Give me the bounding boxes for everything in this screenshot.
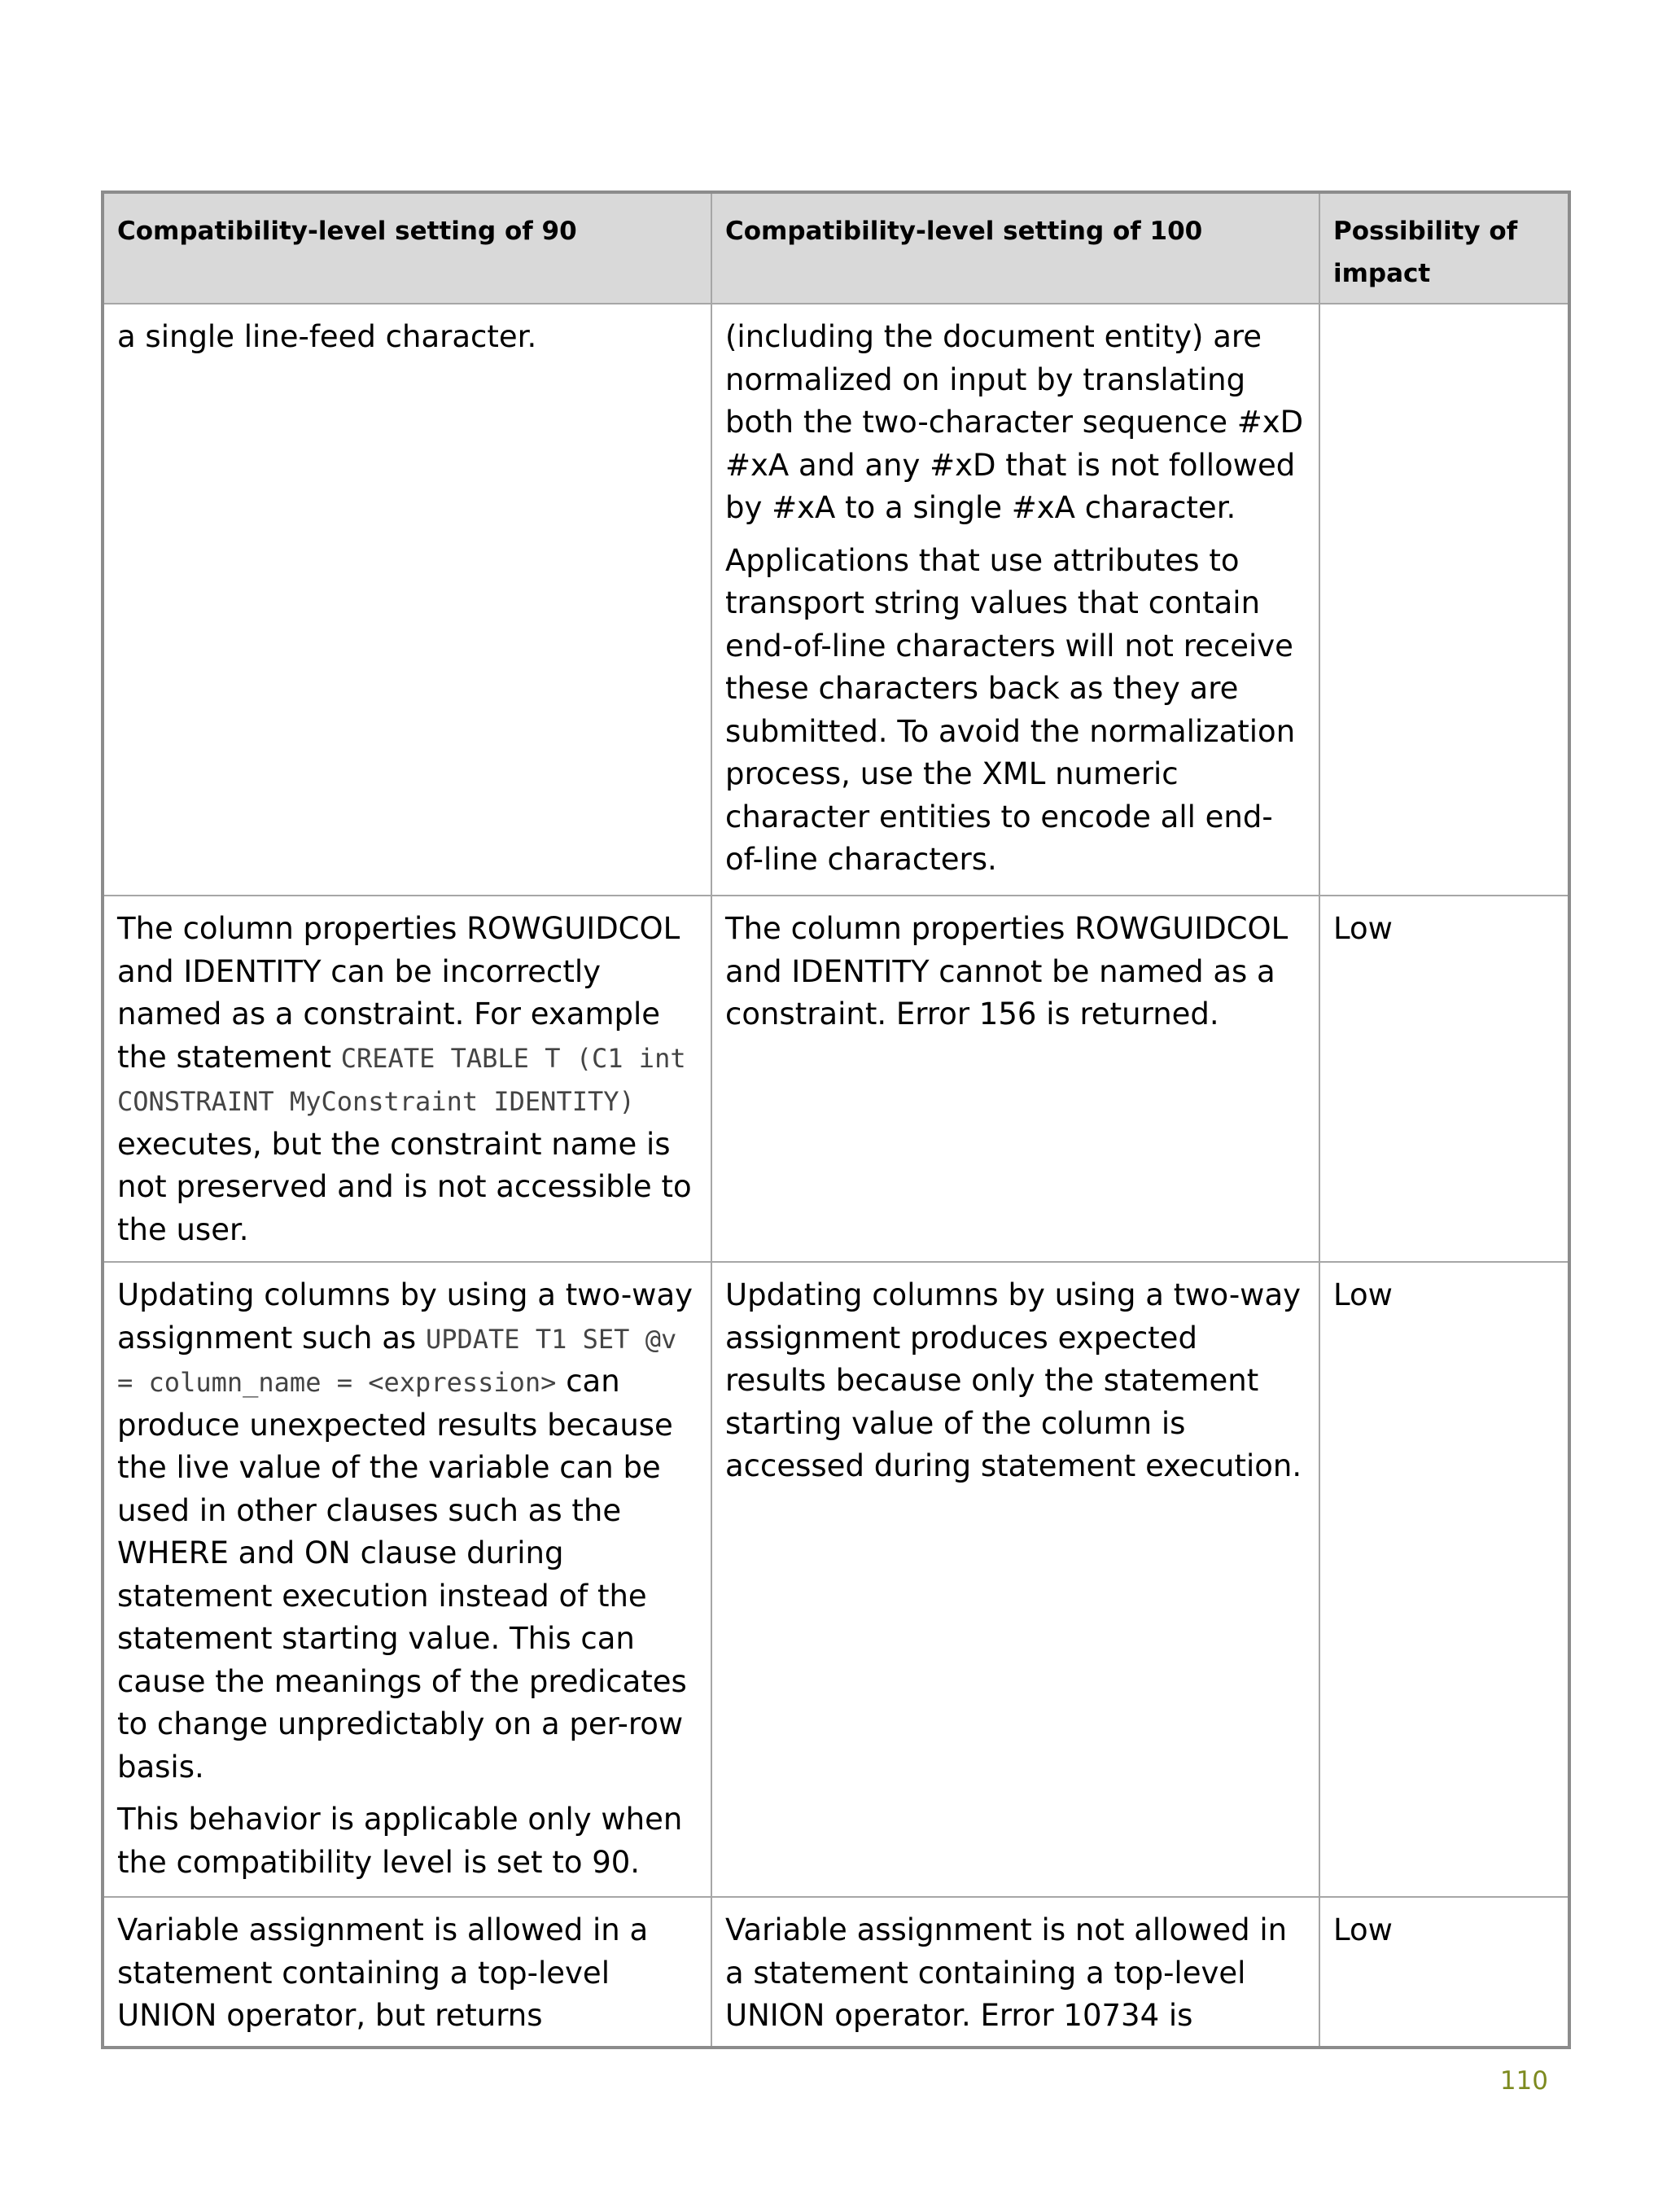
cell-text: Variable assignment is allowed in a statement containing a top-level UNION operator, but returns — [117, 1912, 649, 2033]
cell-text: Applications that use attributes to transport string values that contain end-of-line characters will not receive these characters back as they are submitted. To avoid the normalization process, use the XML numeric character entities to encode all end-of-line characters. — [725, 542, 1296, 877]
cell-text: Variable assignment is not allowed in a statement containing a top-level UNION operator. Error 10734 is — [725, 1912, 1288, 2033]
cell-paragraph — [117, 1798, 698, 1884]
cell-text: executes, but the constraint name is not preserved and is not accessible to the user. — [117, 1126, 692, 1247]
cell-paragraph — [725, 540, 1306, 882]
cell-impact: Low — [1319, 1897, 1569, 2048]
cell-compat-100 — [711, 896, 1319, 1262]
cell-compat-90 — [103, 1897, 711, 2048]
cell-impact: Low — [1319, 896, 1569, 1262]
cell-text: can produce unexpected results because the live value of the variable can be used in other clauses such as the WHERE and ON clause during statement execution instead of the statement starting value. This can cause the meanings of the predicates to change unpredictably on a per-row basis. — [117, 1364, 687, 1785]
cell-paragraph — [117, 908, 698, 1251]
cell-compat-100 — [711, 1262, 1319, 1897]
cell-compat-90 — [103, 304, 711, 896]
compatibility-table — [101, 191, 1571, 2049]
cell-text: Updating columns by using a two-way assignment such as — [117, 1277, 693, 1356]
cell-impact: Low — [1319, 1262, 1569, 1897]
cell-compat-90 — [103, 896, 711, 1262]
code-snippet: CREATE TABLE T (C1 int CONSTRAINT MyConstraint IDENTITY) — [117, 1042, 686, 1117]
cell-text: The column properties ROWGUIDCOL and IDENTITY cannot be named as a constraint. Error 156 is returned. — [725, 911, 1289, 1032]
table-row — [103, 896, 1569, 1262]
table-row — [103, 304, 1569, 896]
cell-text: This behavior is applicable only when the compatibility level is set to 90. — [117, 1802, 683, 1880]
cell-impact — [1319, 304, 1569, 896]
header-compat-90: Compatibility-level setting of 90 — [103, 192, 711, 304]
table-row — [103, 1262, 1569, 1897]
cell-compat-100 — [711, 1897, 1319, 2048]
cell-paragraph — [725, 316, 1306, 530]
cell-compat-90 — [103, 1262, 711, 1897]
table-body — [103, 304, 1569, 2048]
header-impact: Possibility of impact — [1319, 192, 1569, 304]
cell-text: a single line-feed character. — [117, 319, 537, 354]
cell-text: (including the document entity) are normalized on input by translating both the two-character sequence #xD #xA and any #xD that is not followed by #xA to a single #xA character. — [725, 319, 1304, 525]
cell-text: The column properties ROWGUIDCOL and IDENTITY can be incorrectly named as a constraint. For example the statement — [117, 911, 680, 1075]
table-row — [103, 1897, 1569, 2048]
table-header-row — [103, 192, 1569, 304]
cell-paragraph — [117, 1909, 698, 2038]
cell-compat-100 — [711, 304, 1319, 896]
page-number: 110 — [1499, 2066, 1548, 2096]
cell-paragraph — [725, 1274, 1306, 1488]
cell-paragraph — [725, 908, 1306, 1036]
cell-text: Updating columns by using a two-way assignment produces expected results because only the statement starting value of the column is accessed during statement execution. — [725, 1277, 1302, 1483]
cell-paragraph — [725, 1909, 1306, 2038]
cell-paragraph — [117, 316, 698, 359]
header-compat-100: Compatibility-level setting of 100 — [711, 192, 1319, 304]
cell-paragraph — [117, 1274, 698, 1789]
code-snippet: UPDATE T1 SET @v = column_name = <expression> — [117, 1323, 677, 1398]
